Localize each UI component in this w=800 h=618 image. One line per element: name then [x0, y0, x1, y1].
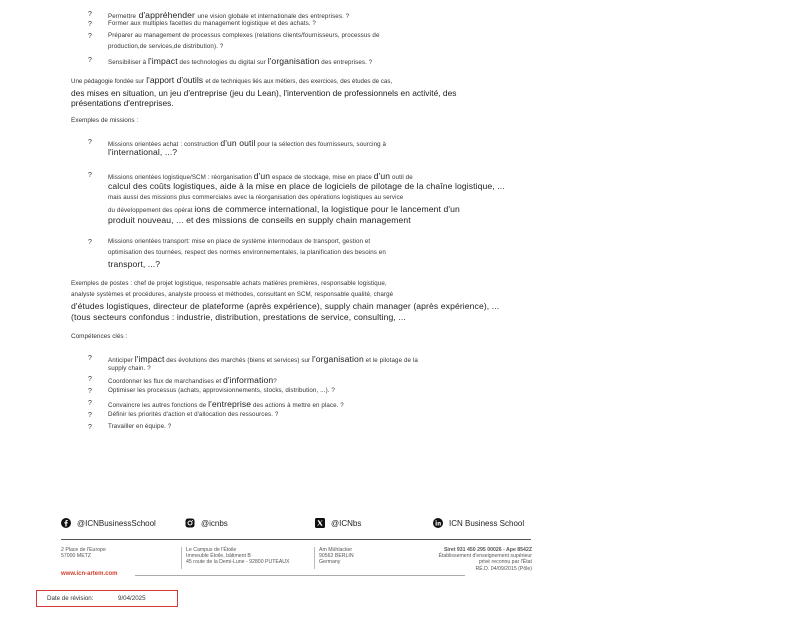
mission-1-line1: Missions orientées achat : construction d'un outil pour la sélection des fournisseurs, sourcing à — [108, 138, 387, 148]
competence-item: Anticiper l'impact des évolutions des marchés (biens et services) sur l'organisation et le pilotage de la — [108, 354, 418, 364]
address-separator — [181, 547, 182, 569]
competence-item: Définir les priorités d'action et d'allocation des ressources. ? — [108, 411, 279, 418]
missions-heading: Exemples de missions : — [71, 117, 139, 124]
objective-item: Permettre d'appréhender une vision globale et internationale des entreprises. ? — [108, 10, 350, 20]
competence-item: Coordonner les flux de marchandises et d'information? — [108, 375, 277, 385]
bullet-marker: ? — [88, 376, 92, 383]
objective-item: Sensibiliser à l'impact des technologies du digital sur l'organisation des entreprises. ? — [108, 56, 373, 66]
address-berlin: Am Mühlacker 90562 BERLIN Germany — [319, 547, 354, 566]
competence-item: supply chain. ? — [108, 365, 151, 372]
mission-3-line2: optimisation des tournées, respect des normes environnementales, la planification des besoins en — [108, 249, 386, 256]
pedagogy-intro: Une pédagogie fondée sur — [71, 78, 144, 85]
pedagogy-line2: des mises en situation, un jeu d'entreprise (jeu du Lean), l'intervention de professionnels en activité, des — [71, 87, 457, 98]
bullet-marker: ? — [88, 355, 92, 362]
linkedin-link[interactable] — [433, 517, 524, 529]
competence-item: Travailler en équipe. ? — [108, 423, 172, 430]
postes-line3: d'études logistiques, directeur de plateforme (après expérience), supply chain manager (après expérience), ... — [71, 301, 500, 311]
mission-2-line4: du développement des opérat ions de commerce international, la logistique pour le lancement d'un — [108, 204, 460, 214]
bullet-marker: ? — [88, 400, 92, 407]
x-twitter-icon — [315, 518, 325, 528]
linkedin-icon — [433, 518, 443, 528]
facebook-icon — [61, 518, 71, 528]
legal-info: Siret 931 450 295 00026 - Ape 8542Z Établissement d'enseignement supérieur privé reconnu par l'État RÉ.D. 04/09/2015 (Pôle) — [438, 547, 532, 572]
postes-line1: Exemples de postes : chef de projet logistique, responsable achats matières premières, responsable logistique, — [71, 280, 387, 287]
address-puteaux: Le Campus de l'Étoile Immeuble Étoile, bâtiment B 45 route de la Demi-Lune - 92800 PUTEAUX — [186, 547, 290, 566]
revision-date-box — [36, 590, 178, 607]
website-link[interactable]: www.icn-artem.com — [61, 571, 118, 577]
pedagogy-emphasis: l'apport d'outils — [146, 75, 204, 85]
objective-item: production,de services,de distribution). ? — [108, 43, 224, 50]
postes-line4: (tous secteurs confondus : industrie, distribution, prestations de service, consulting, ... — [71, 312, 406, 322]
competences-heading: Compétences clés : — [71, 333, 128, 340]
objective-item: Préparer au management de processus complexes (relations clients/fournisseurs, processus de — [108, 32, 380, 39]
mission-2-line5: produit nouveau, ... et des missions de conseils en supply chain management — [108, 215, 411, 225]
linkedin-handle: ICN Business School — [449, 518, 525, 528]
bullet-marker: ? — [88, 11, 92, 18]
mission-1-line2: l'international, ...? — [108, 147, 178, 157]
facebook-link[interactable] — [61, 517, 156, 529]
competence-item: Convaincre les autres fonctions de l'entreprise des actions à mettre en place. ? — [108, 399, 344, 409]
mission-3-line3: transport, ...? — [108, 259, 161, 269]
bullet-marker: ? — [88, 33, 92, 40]
bullet-marker: ? — [88, 388, 92, 395]
mission-2-line2: calcul des coûts logistiques, aide à la mise en place de logiciels de pilotage de la chaîne logistique, ... — [108, 181, 505, 191]
revision-label: Date de révision: — [47, 595, 94, 602]
address-metz: 2 Place de l'Europe 57000 METZ — [61, 547, 106, 560]
bullet-marker: ? — [88, 57, 92, 64]
bullet-marker: ? — [88, 21, 92, 28]
postes-line2: analyste systèmes et procédures, analyste process et méthodes, consultant en SCM, responsable qualité, chargé — [71, 291, 394, 298]
instagram-handle: @icnbs — [201, 518, 228, 528]
bullet-marker: ? — [88, 424, 92, 431]
twitter-link[interactable] — [315, 517, 361, 529]
pedagogy-rest: et de techniques liés aux métiers, des exercices, des études de cas, — [205, 78, 393, 85]
instagram-icon — [185, 518, 195, 528]
mission-2-line1: Missions orientées logistique/SCM : réorganisation d'un espace de stockage, mise en place d'un outil de — [108, 171, 413, 181]
mission-3-line1: Missions orientées transport: mise en place de système intermodaux de transport, gestion et — [108, 238, 371, 245]
bullet-marker: ? — [88, 412, 92, 419]
bullet-marker: ? — [88, 239, 92, 246]
revision-value: 9/04/2025 — [118, 595, 146, 602]
facebook-handle: @ICNBusinessSchool — [77, 518, 156, 528]
pedagogy-paragraph — [71, 75, 511, 109]
address-separator — [314, 547, 315, 569]
twitter-handle: @ICNbs — [331, 518, 362, 528]
mission-2-line3: mais aussi des missions plus commerciales avec la réorganisation des opérations logistiques au service — [108, 194, 404, 201]
instagram-link[interactable] — [185, 517, 228, 529]
bullet-marker: ? — [88, 139, 92, 146]
website-underline — [135, 575, 465, 576]
objective-item: Former aux multiples facettes du management logistique et des achats. ? — [108, 20, 316, 27]
pedagogy-line3: présentations d'entreprises. — [71, 98, 174, 108]
bullet-marker: ? — [88, 172, 92, 179]
footer-divider — [61, 539, 531, 540]
competence-item: Optimiser les processus (achats, approvisionnements, stocks, distribution, ...). ? — [108, 387, 335, 394]
